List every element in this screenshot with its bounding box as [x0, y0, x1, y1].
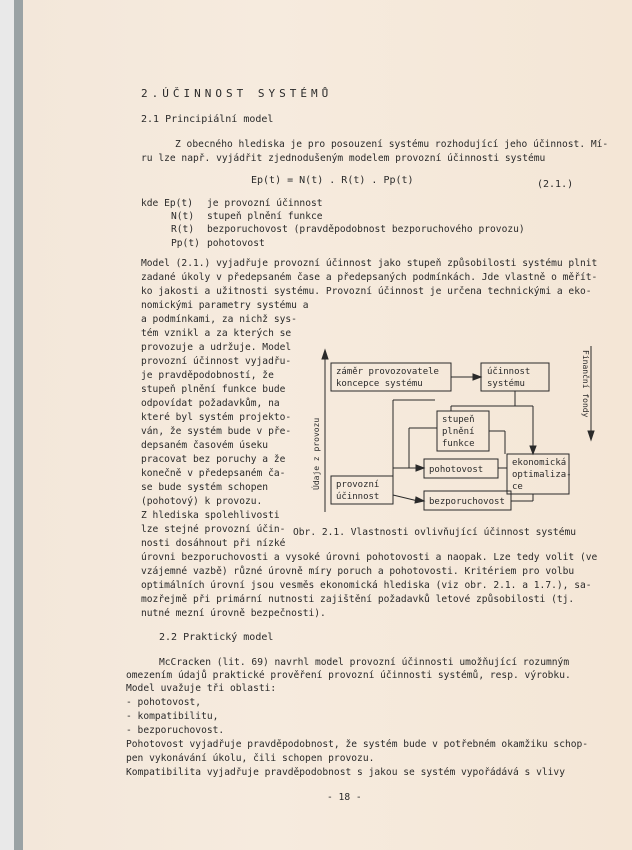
para3-line: pen vykonávání úkolu, čili schopen provozu. — [126, 753, 375, 764]
para2-line: nomickými parametry systému a — [141, 300, 309, 311]
box-pohotovost-label: pohotovost — [429, 465, 484, 475]
definition-desc: bezporuchovost (pravděpodobnost bezporuchového provozu) — [207, 224, 525, 235]
left-axis-label: Údaje z provozu — [312, 417, 321, 490]
definition-desc: stupeň plnění funkce — [207, 211, 323, 222]
para2-left-line: které byl systém projekto- — [141, 412, 292, 423]
box-ucinnost-label-2: systému — [487, 379, 525, 389]
equation: Ep(t) = N(t) . R(t) . Pp(t) — [251, 175, 414, 186]
subsection-2-title: 2.2 Praktický model — [159, 632, 274, 643]
para2-rest-line: optimálních úrovní jsou vesměs ekonomická hlediska (viz obr. 2.1. a 1.7.), sa- — [141, 580, 592, 591]
section-heading: 2.ÚČINNOST SYSTÉMŮ — [141, 87, 333, 100]
document-page — [23, 0, 632, 850]
box-provozni-label-2: účinnost — [336, 492, 380, 502]
para2-rest-line: úrovni bezporuchovosti a vysoké úrovni pohotovosti a naopak. Lze tedy volit (ve — [141, 552, 598, 563]
para2-rest-line: vzájemné vazbě) různé úrovně míry poruch a pohotovosti. Kritériem pro volbu — [141, 566, 575, 577]
para3-line: Kompatibilita vyjadřuje pravděpodobnost s jakou se systém vypořádává s vlivy — [126, 767, 565, 778]
para2-left-line: nosti dosáhnout při nízké — [141, 538, 286, 549]
para3-line: McCracken (lit. 69) navrhl model provozní účinnosti umožňující rozumným — [159, 657, 570, 668]
figure-caption: Obr. 2.1. Vlastnosti ovlivňující účinnost systému — [293, 527, 577, 538]
figure-diagram — [293, 340, 598, 530]
box-stupen-label-2: plnění — [442, 427, 475, 437]
para2-line: zadané úkoly v předepsaném čase a předepsaných podmínkách. Jde vlastně o měřít- — [141, 272, 598, 283]
right-axis-label: Finanční fondy — [581, 350, 590, 418]
box-bezporuchovost-label: bezporuchovost — [429, 497, 505, 507]
para2-left-line: a podmínkami, za nichž sys- — [141, 314, 297, 325]
para1-line-2: ru lze např. vyjádřit zjednodušeným modelem provozní účinnosti systému — [141, 153, 546, 164]
box-zamer-label-2: koncepce systému — [336, 379, 423, 389]
box-provozni-label-1: provozní — [336, 480, 380, 490]
para2-line: ko jakosti a užitnosti systému. Provozní účinnost je určena technickými a eko- — [141, 286, 592, 297]
page-stack-edge — [14, 0, 23, 850]
page-number: - 18 - — [327, 792, 362, 803]
box-zamer-label-1: záměr provozovatele — [336, 367, 439, 377]
para2-rest-line: mozřejmě při primární nutnosti zajištění požadavků letové způsobilosti (tj. — [141, 594, 575, 605]
para2-left-line: ván, že systém bude v pře- — [141, 426, 292, 437]
para2-left-line: odpovídat požadavkům, na — [141, 398, 280, 409]
para3-line: - bezporuchovost. — [126, 725, 225, 736]
para3-line: Model uvažuje tři oblasti: — [126, 683, 277, 694]
para1-line-1: Z obecného hlediska je pro posouzení systému rozhodující jeho účinnost. Mí- — [175, 139, 609, 150]
para2-left-line: tém vznikl a za kterých se — [141, 328, 292, 339]
para2-left-line: je pravděpodobností, že — [141, 370, 274, 381]
definition-desc: je provozní účinnost — [207, 198, 323, 209]
para3-line: omezením údajů praktické prověření provozní účinnosti systémů, resp. výrobku. — [126, 670, 571, 681]
definition-symbol: kde Ep(t) — [141, 198, 193, 209]
para2-line: Model (2.1.) vyjadřuje provozní účinnost jako stupeň způsobilosti systému plnit — [141, 258, 598, 269]
equation-number: (2.1.) — [537, 179, 574, 190]
para2-rest-line: nutné mezní úrovně bezpečnosti). — [141, 608, 326, 619]
box-ekon-label-3: ce — [512, 482, 523, 492]
para3-line: Pohotovost vyjadřuje pravděpodobnost, že systém bude v potřebném okamžiku schop- — [126, 739, 589, 750]
subsection-1-title: 2.1 Principiální model — [141, 114, 274, 125]
para2-left-line: (pohotový) k provozu. — [141, 496, 263, 507]
definition-desc: pohotovost — [207, 238, 265, 249]
para2-left-line: lze stejné provozní účin- — [141, 524, 286, 535]
para2-left-line: depsaném časovém úseku — [141, 440, 269, 451]
para2-left-line: stupeň plnění funkce bude — [141, 384, 286, 395]
para2-left-line: provozní účinnost vyjadřu- — [141, 356, 292, 367]
para3-line: - pohotovost, — [126, 697, 202, 708]
para2-left-line: provozuje a udržuje. Model — [141, 342, 292, 353]
para2-left-line: Z hlediska spolehlivosti — [141, 510, 280, 521]
para2-left-line: se bude systém schopen — [141, 482, 269, 493]
box-stupen-label-3: funkce — [442, 439, 475, 449]
para2-left-line: konečně v předepsaném ča- — [141, 468, 286, 479]
definition-symbol: N(t) — [171, 211, 195, 222]
definition-symbol: Pp(t) — [171, 238, 200, 249]
para3-line: - kompatibilitu, — [126, 711, 219, 722]
box-ucinnost-label-1: účinnost — [487, 367, 531, 377]
box-ekon-label-1: ekonomická — [512, 458, 567, 468]
definition-symbol: R(t) — [171, 224, 195, 235]
left-edge — [0, 0, 14, 850]
para2-left-line: pracovat bez poruchy a že — [141, 454, 286, 465]
box-stupen-label-1: stupeň — [442, 415, 475, 425]
box-ekon-label-2: optimaliza- — [512, 470, 572, 480]
